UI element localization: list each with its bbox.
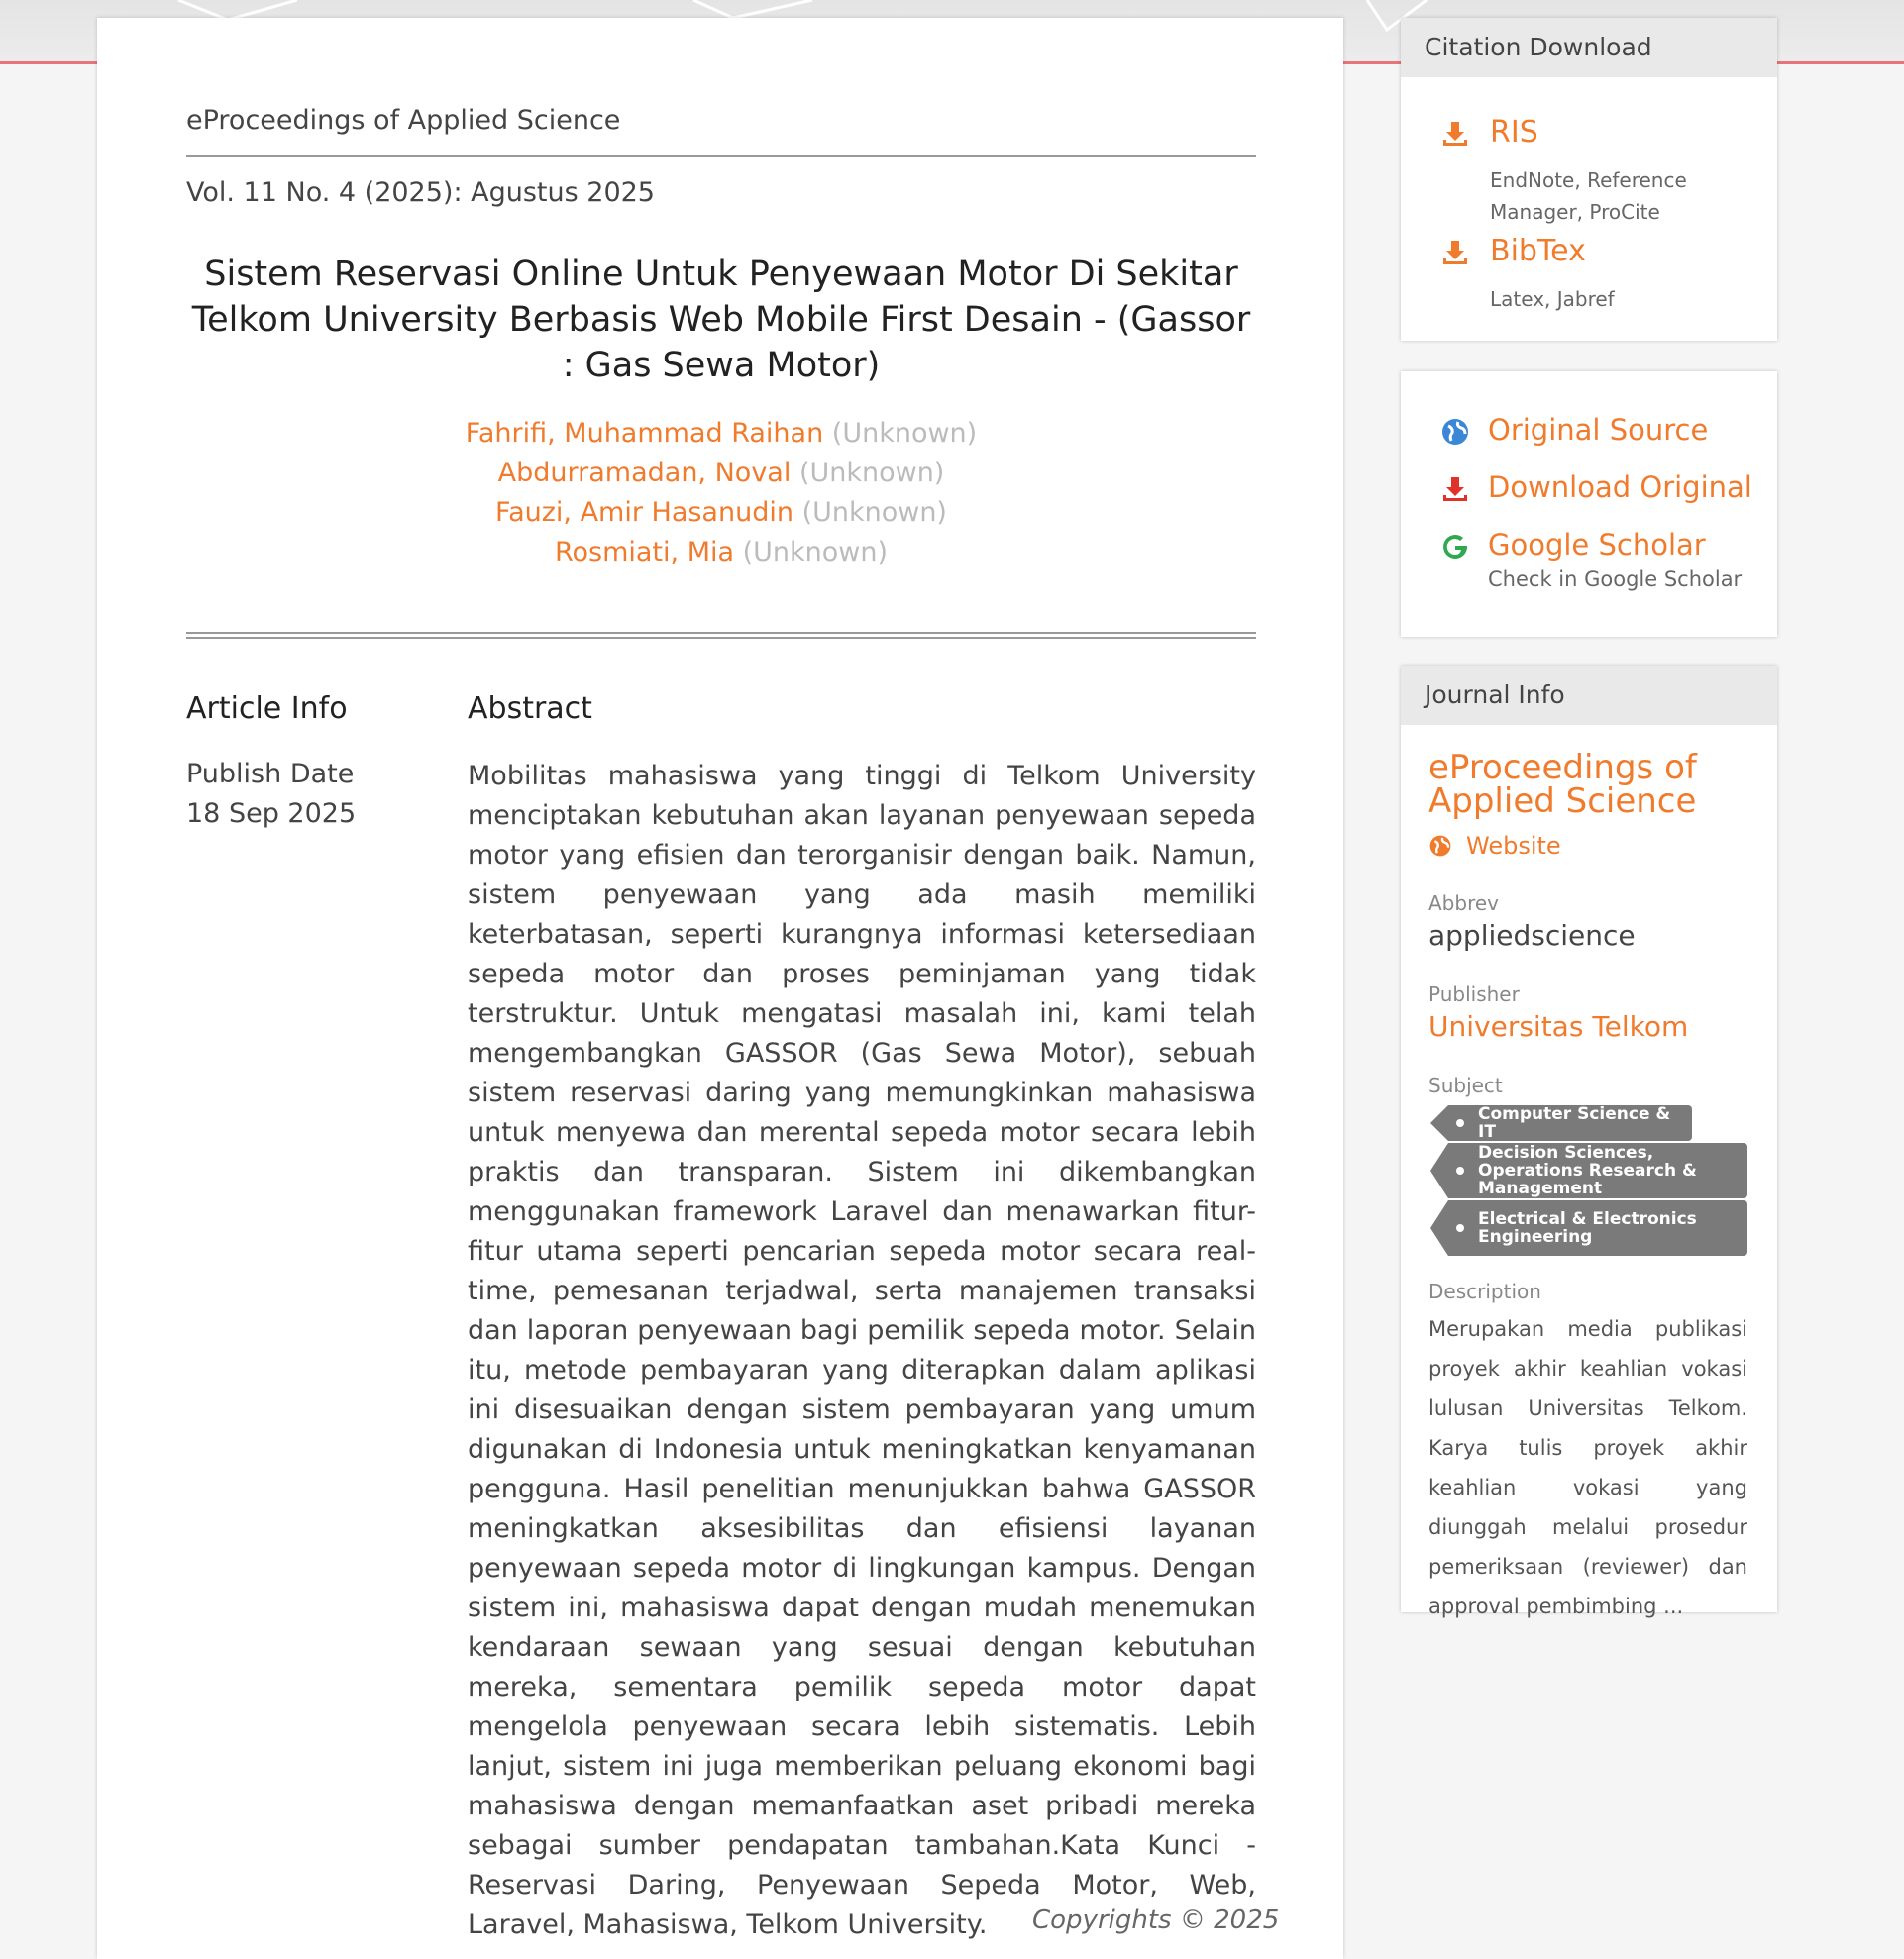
website-link[interactable]	[1428, 832, 1561, 860]
author-row	[186, 533, 1256, 572]
abstract-text: Mobilitas mahasiswa yang tinggi di Telkom University menciptakan kebutuhan akan layanan penyewaan sepeda motor yang efisien dan terorganisir dengan baik. Namun, sistem penyewaan yang ada masih memiliki keterbatasan, seperti kurangnya informasi ketersediaan sepeda motor dan proses peminjaman yang tidak terstruktur. Untuk mengatasi masalah ini, kami telah mengembangkan GASSOR (Gas Sewa Motor), sebuah sistem reservasi daring yang memungkinkan mahasiswa untuk menyewa dan merental sepeda motor secara lebih praktis dan transparan. Sistem ini dikembangkan menggunakan framework Laravel dan menawarkan fitur-fitur utama seperti pencarian sepeda motor secara real-time, pemesanan terjadwal, serta manajemen transaksi dan laporan penyewaan bagi pemilik sepeda motor. Selain itu, metode pembayaran yang diterapkan dalam aplikasi ini disesuaikan dengan sistem pembayaran yang umum digunakan di Indonesia untuk meningkatkan kenyamanan pengguna. Hasil penelitian menunjukkan bahwa GASSOR meningkatkan aksesibilitas dan efisiensi layanan penyewaan sepeda motor di lingkungan kampus. Dengan sistem ini, mahasiswa dapat dengan mudah menemukan kendaraan sewaan yang sesuai dengan kebutuhan mereka, sementara pemilik sepeda motor dapat mengelola penyewaan secara lebih sistematis. Lebih lanjut, sistem ini juga memberikan peluang ekonomi bagi mahasiswa dengan memanfaatkan aset pribadi mereka sebagai sumber pendapatan tambahan.Kata Kunci - Reservasi Daring, Penyewaan Sepeda Motor, Web, Laravel, Mahasiswa, Telkom University.	[468, 761, 1256, 1940]
subject-tag-label[interactable]: Decision Sciences, Operations Research & Management	[1478, 1143, 1697, 1198]
subject-tag[interactable]	[1448, 1105, 1692, 1141]
section-divider	[186, 632, 1256, 639]
author-affiliation: (Unknown)	[801, 497, 947, 528]
bibtex-label[interactable]: BibTex	[1490, 234, 1586, 268]
original-source-label[interactable]: Original Source	[1488, 413, 1709, 447]
publisher-label: Publisher	[1428, 982, 1520, 1006]
subject-tag[interactable]	[1448, 1200, 1747, 1256]
author-row	[186, 414, 1256, 454]
bibtex-description: Latex, Jabref	[1490, 287, 1615, 311]
download-icon	[1440, 119, 1470, 149]
tag-dot-icon	[1456, 1167, 1464, 1175]
author-name[interactable]: Fahrifi, Muhammad Raihan	[465, 418, 824, 449]
author-row	[186, 493, 1256, 533]
article-card	[97, 18, 1343, 1959]
author-name[interactable]: Abdurramadan, Noval	[497, 458, 792, 488]
author-affiliation: (Unknown)	[742, 537, 889, 567]
google-icon	[1440, 532, 1470, 562]
tag-dot-icon	[1456, 1119, 1464, 1127]
google-scholar-label[interactable]: Google Scholar	[1488, 528, 1706, 562]
abstract-heading: Abstract	[468, 691, 592, 726]
abbrev-value: appliedscience	[1428, 919, 1636, 952]
card-heading: Citation Download	[1401, 18, 1777, 77]
author-affiliation: (Unknown)	[831, 418, 978, 449]
journal-info-card	[1401, 666, 1777, 1618]
website-label[interactable]: Website	[1466, 832, 1561, 860]
citation-download-card	[1401, 18, 1777, 341]
copyright: Copyrights © 2025	[1032, 1906, 1280, 1935]
publish-date: 18 Sep 2025	[186, 798, 357, 829]
publish-date-label: Publish Date	[186, 759, 355, 789]
issue-label[interactable]: Vol. 11 No. 4 (2025): Agustus 2025	[186, 177, 655, 208]
download-icon	[1440, 238, 1470, 267]
author-list	[186, 414, 1256, 572]
card-heading: Journal Info	[1401, 666, 1777, 725]
author-affiliation: (Unknown)	[798, 458, 945, 488]
subject-tag-label[interactable]: Computer Science & IT	[1478, 1104, 1671, 1142]
journal-name[interactable]: eProceedings of Applied Science	[186, 105, 1256, 157]
description-label: Description	[1428, 1280, 1541, 1303]
author-name[interactable]: Rosmiati, Mia	[554, 537, 735, 567]
source-links-card	[1401, 371, 1777, 637]
publisher-link[interactable]: Universitas Telkom	[1428, 1010, 1689, 1043]
abbrev-label: Abbrev	[1428, 891, 1499, 915]
globe-icon	[1440, 417, 1470, 447]
subject-tag-label[interactable]: Electrical & Electronics Engineering	[1478, 1209, 1697, 1247]
author-row	[186, 454, 1256, 493]
author-name[interactable]: Fauzi, Amir Hasanudin	[495, 497, 793, 528]
google-scholar-description: Check in Google Scholar	[1488, 567, 1743, 591]
globe-icon	[1428, 834, 1452, 858]
journal-description: Merupakan media publikasi proyek akhir keahlian vokasi lulusan Universitas Telkom. Karya tulis proyek akhir keahlian vokasi yang diunggah melalui prosedur pemeriksaan (reviewer) dan approval pembimbing ...	[1428, 1317, 1747, 1618]
article-title: Sistem Reservasi Online Untuk Penyewaan Motor Di Sekitar Telkom University Berbasis Web Mobile First Desain - (Gassor : Gas Sewa Motor)	[191, 255, 1251, 385]
subject-label: Subject	[1428, 1074, 1503, 1097]
download-icon	[1440, 474, 1470, 504]
subject-tag[interactable]	[1448, 1143, 1747, 1198]
ris-label[interactable]: RIS	[1490, 115, 1538, 150]
ris-description: EndNote, Reference Manager, ProCite	[1490, 168, 1687, 224]
journal-title[interactable]: eProceedings of Applied Science	[1428, 748, 1697, 821]
download-original-label[interactable]: Download Original	[1488, 470, 1752, 504]
article-info-heading: Article Info	[186, 691, 348, 726]
tag-dot-icon	[1456, 1224, 1464, 1232]
